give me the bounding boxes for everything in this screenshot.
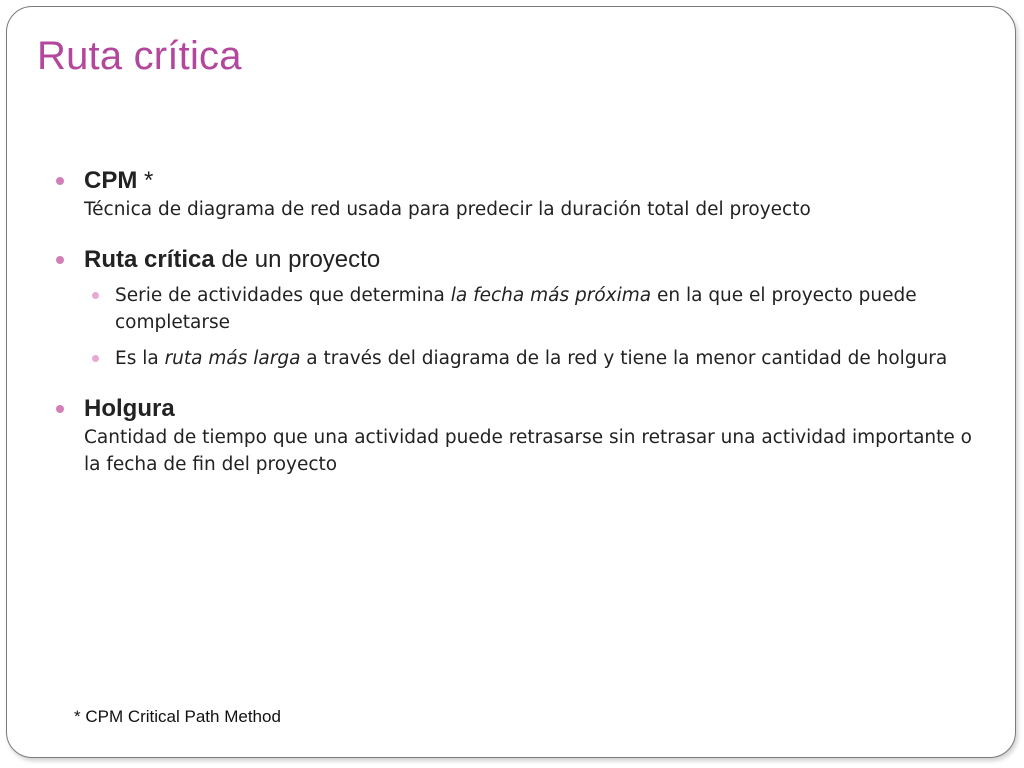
bullet-heading	[84, 245, 972, 275]
sub-bullet-dot-icon	[92, 292, 99, 299]
bullet-heading-bold: Holgura	[84, 395, 175, 422]
bullet-dot-icon	[56, 405, 64, 413]
bullet-heading	[84, 166, 972, 196]
sub-bullet-dot-icon	[92, 355, 99, 362]
sub-bullet-text: en la que el proyecto puede completarse	[115, 285, 917, 333]
bullet-item-ruta-critica	[52, 245, 972, 275]
bullet-item-cpm	[52, 166, 972, 223]
sub-bullet-text: Serie de actividades que determina	[115, 285, 451, 306]
sub-bullet-emphasis: ruta más larga	[164, 348, 301, 369]
bullet-item-holgura	[52, 394, 972, 478]
bullet-heading-rest: de un proyecto	[214, 246, 381, 273]
bullet-heading-rest: *	[137, 167, 154, 194]
sub-bullet-item	[52, 345, 972, 372]
footnote: * CPM Critical Path Method	[74, 707, 281, 726]
slide-title: Ruta crítica	[37, 34, 242, 78]
sub-bullet-item	[52, 282, 972, 336]
bullet-dot-icon	[56, 177, 64, 185]
sub-bullet-text: a través del diagrama de la red y tiene la menor cantidad de holgura	[300, 348, 948, 369]
bullet-heading-bold: Ruta crítica	[84, 246, 215, 273]
sub-bullet-text: Es la	[115, 348, 165, 369]
slide-content	[52, 166, 972, 478]
bullet-heading-bold: CPM	[84, 167, 138, 194]
bullet-description: Técnica de diagrama de red usada para predecir la duración total del proyecto	[84, 199, 811, 220]
bullet-description: Cantidad de tiempo que una actividad puede retrasarse sin retrasar una actividad importante o la fecha de fin del proyecto	[84, 427, 972, 475]
sub-bullet-emphasis: la fecha más próxima	[450, 285, 652, 306]
bullet-heading	[84, 394, 972, 424]
bullet-dot-icon	[56, 256, 64, 264]
